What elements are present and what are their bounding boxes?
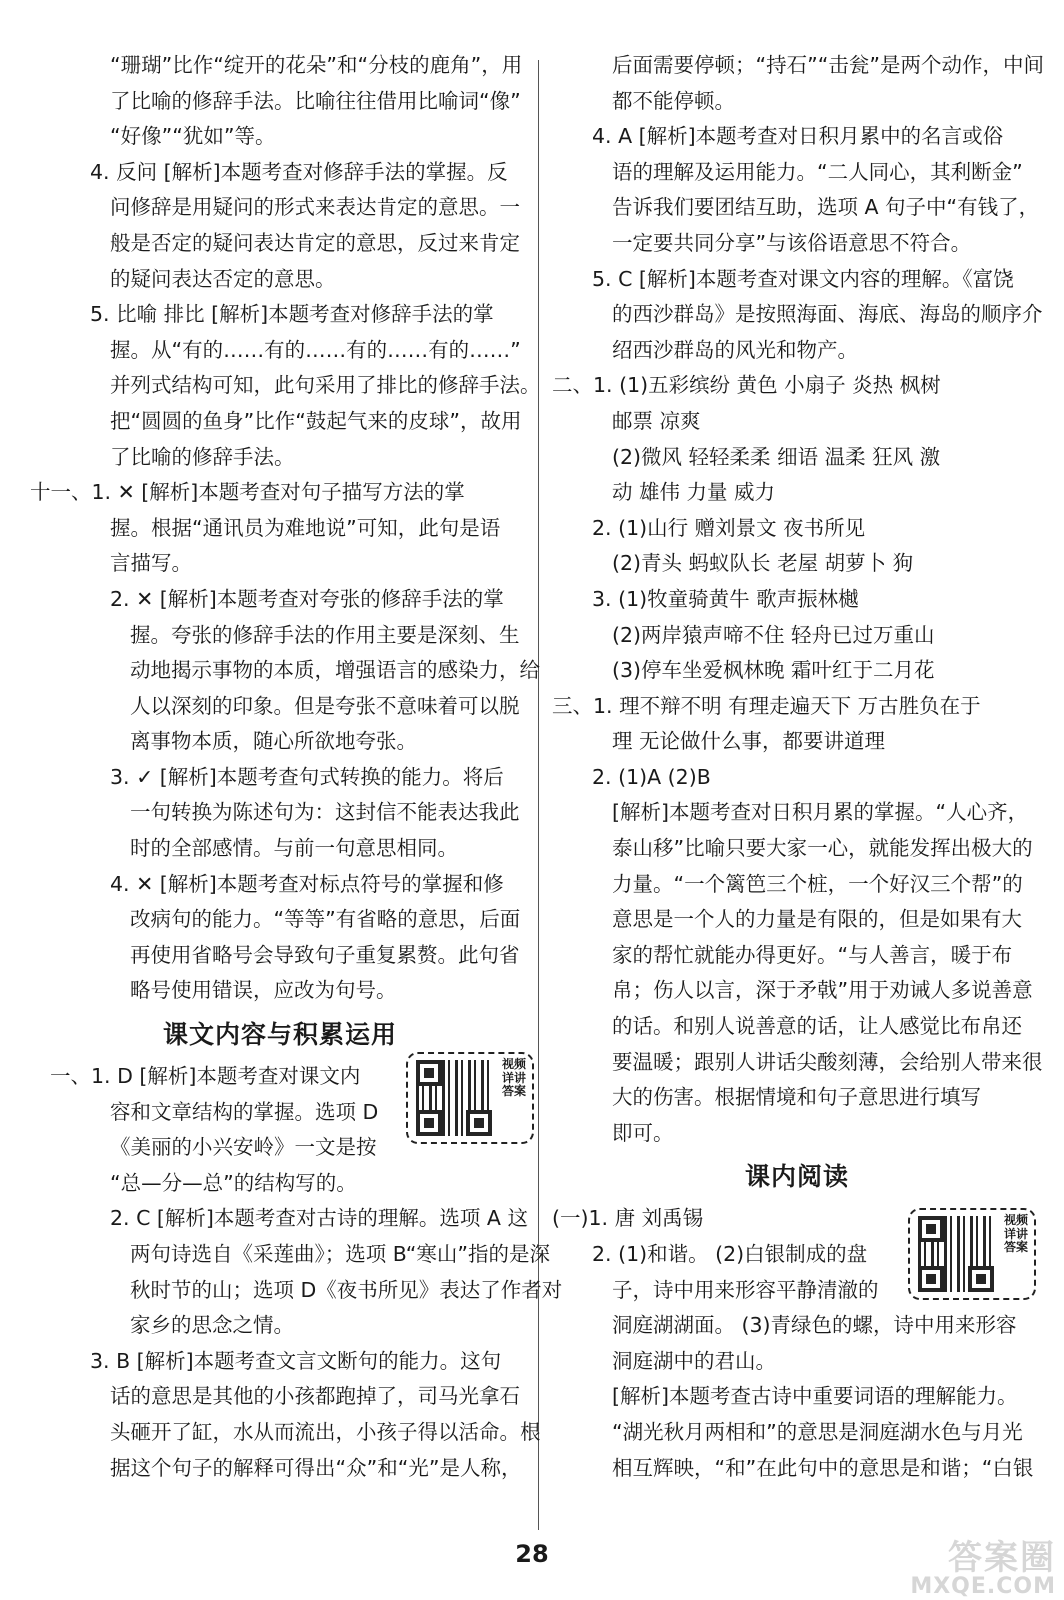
answer-line: 的话。和别人说善意的话，让人感觉比布帛还 — [612, 1014, 1022, 1039]
answer-line: 绍西沙群岛的风光和物产。 — [612, 337, 858, 362]
answer-line: 洞庭湖中的君山。 — [612, 1348, 776, 1373]
watermark-top: 答案圈 — [948, 1538, 1056, 1578]
qr-code-video[interactable] — [406, 1052, 534, 1144]
answer-line: 略号使用错误，应改为句号。 — [130, 978, 397, 1003]
answer-line: 3. (1)牧童骑黄牛 歌声振林樾 — [592, 586, 859, 611]
answer-line: (3)停车坐爱枫林晚 霜叶红于二月花 — [612, 658, 935, 683]
answer-line: (2)微风 轻轻柔柔 细语 温柔 狂风 激 — [612, 444, 941, 469]
answer-line: 握。夸张的修辞手法的作用主要是深刻、生 — [130, 622, 520, 647]
answer-line: 3. ✓ [解析]本题考查句式转换的能力。将后 — [110, 764, 504, 789]
answer-line: 十一、1. ✕ [解析]本题考查对句子描写方法的掌 — [30, 480, 465, 505]
answer-line: 家的帮忙就能办得更好。“与人善言，暖于布 — [612, 942, 1013, 967]
answer-line: 相互辉映，“和”在此句中的意思是和谐；“白银 — [612, 1455, 1034, 1480]
answer-line: 大的伤害。根据情境和句子意思进行填写 — [612, 1085, 981, 1110]
answer-line: (2)青头 蚂蚁队长 老屋 胡萝卜 狗 — [612, 551, 914, 576]
answer-line: 4. A [解析]本题考查对日积月累中的名言或俗 — [592, 124, 1004, 149]
answer-line: 把“圆圆的鱼身”比作“鼓起气来的皮球”，故用 — [110, 408, 522, 433]
answer-line: 的西沙群岛》是按照海面、海底、海岛的顺序介 — [612, 302, 1043, 327]
answer-line: 意思是一个人的力量是有限的，但是如果有大 — [612, 907, 1022, 932]
answer-line: 4. 反问 [解析]本题考查对修辞手法的掌握。反 — [90, 159, 508, 184]
answer-line: 并列式结构可知，此句采用了排比的修辞手法。 — [110, 373, 541, 398]
answer-line: 子，诗中用来形容平静清澈的 — [612, 1277, 879, 1302]
answer-line: 了比喻的修辞手法。 — [110, 444, 295, 469]
answer-line: 改病句的能力。“等等”有省略的意思，后面 — [130, 907, 521, 932]
answer-line: [解析]本题考查对日积月累的掌握。“人心齐， — [612, 800, 1029, 825]
right-answers-a — [552, 48, 1042, 1151]
answer-line: 秋时节的山；选项 D《夜书所见》表达了作者对 — [130, 1277, 563, 1302]
answer-line: 据这个句子的解释可得出“众”和“光”是人称， — [110, 1455, 522, 1480]
answer-line: 邮票 凉爽 — [612, 408, 701, 433]
answer-line: 两句诗选自《采莲曲》；选项 B“寒山”指的是深 — [130, 1242, 550, 1266]
qr-code-icon — [416, 1060, 492, 1136]
qr-label: 视频详讲答案 — [502, 1057, 527, 1098]
answer-line: 容和文章结构的掌握。选项 D — [110, 1099, 379, 1124]
answer-line: (一)1. 唐 刘禹锡 — [552, 1206, 704, 1231]
answer-line: 要温暖；跟别人讲话尖酸刻薄，会给别人带来很 — [612, 1049, 1043, 1074]
answer-line: 4. ✕ [解析]本题考查对标点符号的掌握和修 — [110, 871, 504, 896]
answer-line: 握。从“有的……有的……有的……有的……” — [110, 337, 521, 362]
answer-line: 的疑问表达否定的意思。 — [110, 266, 336, 291]
answer-line: 家乡的思念之情。 — [130, 1313, 294, 1338]
watermark-logo — [910, 1540, 1056, 1598]
answer-line: 2. ✕ [解析]本题考查对夸张的修辞手法的掌 — [110, 586, 504, 611]
answer-line: 2. (1)A (2)B — [592, 764, 711, 789]
answer-line: 离事物本质，随心所欲地夸张。 — [130, 729, 417, 754]
answer-line: 后面需要停顿；“持石”“击瓮”是两个动作，中间 — [612, 53, 1044, 77]
answer-line: 话的意思是其他的小孩都跑掉了，司马光拿石 — [110, 1384, 520, 1409]
answer-line: 三、1. 理不辩不明 有理走遍天下 万古胜负在于 — [552, 693, 981, 718]
answer-line: 动 雄伟 力量 威力 — [612, 480, 776, 505]
answer-line: 了比喻的修辞手法。比喻往往借用比喻词“像” — [110, 88, 521, 113]
answer-line: “好像”“犹如”等。 — [110, 124, 276, 149]
answer-line: 动地揭示事物的本质，增强语言的感染力，给 — [130, 658, 540, 683]
answer-line: 头砸开了缸，水从而流出，小孩子得以活命。根 — [110, 1419, 541, 1444]
answer-line: 握。根据“通讯员为难地说”可知，此句是语 — [110, 515, 501, 540]
answer-line: 即可。 — [612, 1120, 674, 1145]
answer-line: 一句转换为陈述句为：这封信不能表达我此 — [130, 800, 520, 825]
answer-line: 2. (1)山行 赠刘景文 夜书所见 — [592, 515, 866, 540]
answer-line: 理 无论做什么事，都要讲道理 — [612, 729, 886, 754]
answer-line: [解析]本题考查古诗中重要词语的理解能力。 — [612, 1384, 1018, 1409]
answer-line: 力量。“一个篱笆三个桩，一个好汉三个帮”的 — [612, 871, 1023, 896]
answer-line: 告诉我们要团结互助，选项 A 句子中“有钱了， — [612, 195, 1040, 220]
answer-line: 二、1. (1)五彩缤纷 黄色 小扇子 炎热 枫树 — [552, 373, 941, 398]
qr-label: 视频详讲答案 — [1004, 1213, 1029, 1254]
column-divider — [538, 60, 539, 1530]
answer-line: 问修辞是用疑问的形式来表达肯定的意思。一 — [110, 195, 520, 220]
answer-line: 一、1. D [解析]本题考查对课文内 — [50, 1064, 361, 1089]
answer-line: 般是否定的疑问表达肯定的意思，反过来肯定 — [110, 230, 520, 255]
answer-line: 5. C [解析]本题考查对课文内容的理解。《富饶 — [592, 266, 1014, 291]
answer-line: 《美丽的小兴安岭》一文是按 — [110, 1135, 377, 1160]
answer-line: “湖光秋月两相和”的意思是洞庭湖水色与月光 — [612, 1419, 1023, 1444]
qr-code-icon — [918, 1216, 994, 1292]
answer-line: 言描写。 — [110, 551, 192, 576]
answer-line: 再使用省略号会导致句子重复累赘。此句省 — [130, 942, 520, 967]
answer-line: “总—分—总”的结构写的。 — [110, 1170, 357, 1195]
answer-line: 5. 比喻 排比 [解析]本题考查对修辞手法的掌 — [90, 302, 494, 327]
section-title-content: 课文内容与积累运用 — [162, 1020, 397, 1050]
answer-line: 泰山移”比喻只要大家一心，就能发挥出极大的 — [612, 836, 1033, 861]
left-column — [30, 48, 563, 1486]
answer-line: 人以深刻的印象。但是夸张不意味着可以脱 — [130, 693, 520, 718]
answer-line: 语的理解及运用能力。“二人同心，其利断金” — [612, 159, 1023, 184]
page-number: 28 — [515, 1540, 549, 1568]
answer-line: 一定要共同分享”与该俗语意思不符合。 — [612, 230, 972, 255]
qr-code-video[interactable] — [908, 1208, 1036, 1300]
watermark-bottom: MXQE.COM — [910, 1574, 1056, 1599]
answer-line: 时的全部感情。与前一句意思相同。 — [130, 836, 458, 861]
answer-line: 洞庭湖湖面。 (3)青绿色的螺，诗中用来形容 — [612, 1313, 1017, 1338]
answer-line: 3. B [解析]本题考查文言文断句的能力。这句 — [90, 1348, 502, 1373]
answer-line: 都不能停顿。 — [612, 88, 735, 113]
answer-line: 2. C [解析]本题考查对古诗的理解。选项 A 这 — [110, 1206, 528, 1231]
left-answers-a — [30, 48, 541, 1009]
answer-line: 帛；伤人以言，深于矛戟”用于劝诫人多说善意 — [612, 978, 1033, 1003]
section-title-reading: 课内阅读 — [744, 1162, 849, 1192]
answer-line: “珊瑚”比作“绽开的花朵”和“分枝的鹿角”，用 — [110, 53, 523, 77]
answer-line: (2)两岸猿声啼不住 轻舟已过万重山 — [612, 622, 935, 647]
answer-line: 2. (1)和谐。 (2)白银制成的盘 — [592, 1242, 868, 1266]
